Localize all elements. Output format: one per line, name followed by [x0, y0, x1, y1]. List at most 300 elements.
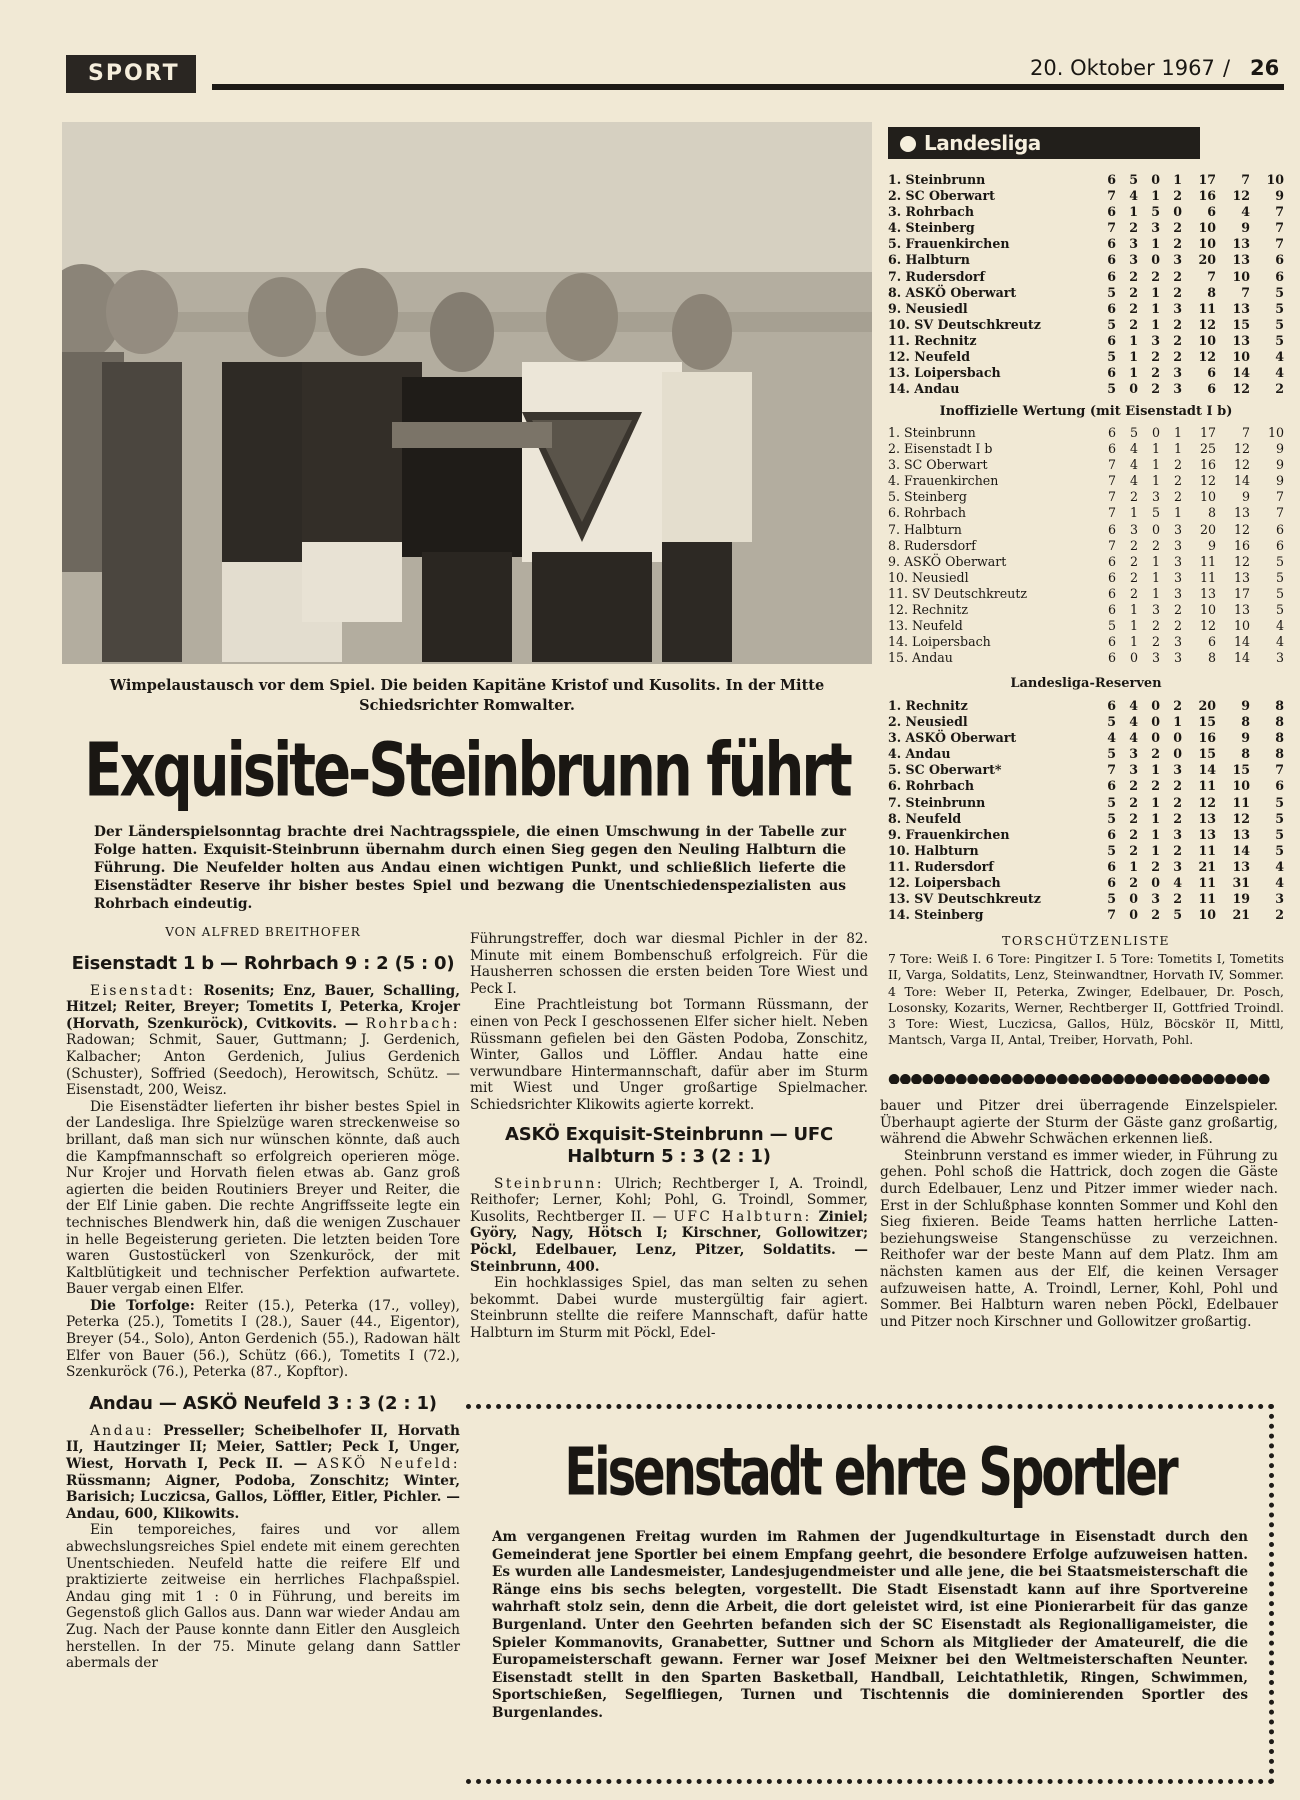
stat-value: 8 [1275, 714, 1284, 730]
standings-row [888, 317, 1284, 333]
stat-value: 6 [1207, 381, 1216, 397]
stat-value: 21 [1198, 858, 1216, 874]
report-paragraph: bauer und Pitzer drei überragende Einzelspieler. Überhaupt agierte der Sturm der Gäste ganz großartig, während die Abwehr Schwächen erkennen ließ. [880, 1098, 1278, 1148]
standings-row [888, 875, 1284, 891]
stat-value: 2 [1173, 891, 1182, 907]
stat-value: 3 [1173, 634, 1182, 650]
stat-value: 6 [1275, 252, 1284, 268]
team-name: 14. Loipersbach [888, 634, 991, 650]
stat-value: 2 [1173, 268, 1182, 284]
team-name: 3. SC Oberwart [888, 457, 988, 473]
stat-value: 4 [1129, 441, 1138, 457]
article-column-2 [470, 931, 868, 1341]
stat-value: 2 [1129, 489, 1138, 505]
standings-row [888, 441, 1284, 457]
standings-row [888, 505, 1284, 521]
stat-value: 2 [1151, 858, 1160, 874]
stat-value: 5 [1275, 316, 1284, 332]
team-name: 8. ASKÖ Oberwart [888, 284, 1017, 300]
stat-value: 3 [1151, 650, 1160, 666]
team-name: 12. Loipersbach [888, 875, 1001, 891]
page-number: 26 [1250, 56, 1280, 80]
stat-value: 9 [1275, 473, 1284, 489]
stat-value: 15 [1232, 762, 1250, 778]
stat-value: 4 [1275, 349, 1284, 365]
team-name: 7. Rudersdorf [888, 268, 985, 284]
standings-row [888, 618, 1284, 634]
stat-value: 15 [1232, 316, 1250, 332]
inoffiziell-title: Inoffizielle Wertung (mit Eisenstadt I b) [939, 404, 1233, 419]
lineup-text: Ziniel; Györy, Nagy, Hötsch I; Kirschner, Gollowitzer; Pöckl, Edelbauer, Lenz, Pitzer, Soldatits. — Steinbrunn, 400. [470, 1208, 868, 1275]
standings-row [888, 554, 1284, 570]
stat-value: 2 [1151, 537, 1160, 553]
stat-value: 1 [1129, 204, 1138, 220]
article-column-3 [880, 1098, 1278, 1330]
team-label: ASKÖ Neufeld: [317, 1456, 460, 1473]
stat-value: 0 [1129, 907, 1138, 923]
stat-value: 0 [1151, 425, 1160, 440]
stat-value: 2 [1151, 618, 1160, 634]
stat-value: 7 [1107, 489, 1116, 505]
stat-value: 2 [1129, 284, 1138, 300]
stat-value: 1 [1129, 505, 1138, 521]
stat-value: 4 [1173, 875, 1182, 891]
article-headline: Exquisite-Steinbrunn führt [84, 728, 850, 814]
stat-value: 2 [1151, 746, 1160, 762]
stat-value: 9 [1241, 489, 1250, 505]
standings-row [888, 859, 1284, 875]
standings-row [888, 602, 1284, 618]
team-name: 5. SC Oberwart* [888, 762, 1002, 778]
stat-value: 4 [1241, 204, 1250, 220]
stat-value: 11 [1199, 569, 1216, 585]
stat-value: 5 [1107, 891, 1116, 907]
stat-value: 1 [1151, 569, 1160, 585]
stat-value: 12 [1233, 521, 1250, 537]
stat-value: 7 [1107, 188, 1116, 204]
stat-value: 3 [1173, 585, 1182, 601]
stat-value: 7 [1275, 505, 1284, 521]
stat-value: 3 [1275, 891, 1284, 907]
standings-row [888, 714, 1284, 730]
stat-value: 5 [1107, 381, 1116, 397]
stat-value: 12 [1232, 188, 1250, 204]
standings-row [888, 188, 1284, 204]
stat-value: 7 [1275, 762, 1284, 778]
stat-value: 6 [1107, 698, 1116, 713]
stat-value: 5 [1129, 425, 1138, 440]
stat-value: 14 [1232, 842, 1250, 858]
stat-value: 3 [1275, 650, 1284, 666]
stat-value: 4 [1275, 634, 1284, 650]
stat-value: 1 [1151, 188, 1160, 204]
standings-row [888, 538, 1284, 554]
team-name: 2. SC Oberwart [888, 188, 995, 204]
report-paragraph: Die Eisenstädter lieferten ihr bisher bestes Spiel in der Landesliga. Ihre Spielzüge waren streckenweise so brillant, daß man sich nur wünschen könnte, daß auch die Kampfmannschaft so erfolgreich operieren möge. Nur Krojer und Horvath fielen etwas ab. Ganz groß agierten die beiden Routiniers Breyer und Reiter, die der Elf Linie gaben. Die rechte Angriffsseite legte ein technisches Blendwerk hin, daß die wenigen Zuschauer in helle Begeisterung gerieten. Die letzten beiden Tore waren Gustostückerl von Szenkuröck, der mit Kaltblütigkeit und technischer Perfektion aufwartete. Bauer vergab einen Elfer. [66, 1098, 460, 1298]
scorers-block [888, 933, 1284, 1048]
stat-value: 2 [1173, 489, 1182, 505]
stat-value: 2 [1275, 381, 1284, 397]
stat-value: 0 [1151, 730, 1160, 746]
stat-value: 2 [1173, 842, 1182, 858]
stat-value: 6 [1107, 778, 1116, 794]
stat-value: 10 [1266, 172, 1284, 187]
stat-value: 13 [1232, 236, 1250, 252]
stat-value: 17 [1233, 585, 1250, 601]
header-rule [212, 84, 1284, 90]
stat-value: 2 [1173, 332, 1182, 348]
stat-value: 7 [1241, 284, 1250, 300]
stat-value: 16 [1198, 730, 1216, 746]
stat-value: 2 [1173, 698, 1182, 713]
stat-value: 4 [1129, 730, 1138, 746]
stat-value: 20 [1198, 698, 1216, 713]
team-label: Rohrbach: [365, 1015, 460, 1032]
stat-value: 12 [1198, 794, 1216, 810]
stat-value: 6 [1107, 875, 1116, 891]
stat-value: 12 [1199, 473, 1216, 489]
standings-row [888, 570, 1284, 586]
stat-value: 1 [1151, 794, 1160, 810]
stat-value: 5 [1275, 810, 1284, 826]
stat-value: 1 [1151, 236, 1160, 252]
stat-value: 3 [1129, 236, 1138, 252]
team-name: 8. Rudersdorf [888, 537, 976, 553]
standings-row [888, 762, 1284, 778]
byline: VON ALFRED BREITHOFER [165, 925, 361, 939]
stat-value: 2 [1151, 349, 1160, 365]
stat-value: 6 [1207, 634, 1216, 650]
stat-value: 7 [1107, 505, 1116, 521]
stat-value: 9 [1275, 441, 1284, 457]
stat-value: 19 [1232, 891, 1250, 907]
stat-value: 2 [1173, 349, 1182, 365]
stat-value: 3 [1129, 762, 1138, 778]
game-headline: Eisenstadt 1 b — Rohrbach 9 : 2 (5 : 0) [71, 952, 455, 974]
stat-value: 8 [1207, 650, 1216, 666]
stat-value: 5 [1107, 810, 1116, 826]
stat-value: 2 [1173, 778, 1182, 794]
standings-row [888, 349, 1284, 365]
stat-value: 3 [1151, 332, 1160, 348]
team-name: 13. SV Deutschkreutz [888, 891, 1041, 907]
team-name: 6. Rohrbach [888, 505, 966, 521]
stat-value: 5 [1151, 204, 1160, 220]
stat-value: 2 [1173, 602, 1182, 618]
team-name: 11. Rudersdorf [888, 858, 994, 874]
stat-value: 3 [1151, 489, 1160, 505]
stat-value: 6 [1107, 268, 1116, 284]
stat-value: 16 [1233, 537, 1250, 553]
standings-row [888, 425, 1284, 441]
stat-value: 13 [1232, 252, 1250, 268]
stat-value: 7 [1241, 425, 1250, 440]
stat-value: 0 [1151, 521, 1160, 537]
stat-value: 4 [1275, 618, 1284, 634]
stat-value: 0 [1173, 730, 1182, 746]
stat-value: 5 [1275, 826, 1284, 842]
stat-value: 10 [1232, 778, 1250, 794]
team-name: 3. ASKÖ Oberwart [888, 730, 1017, 746]
stat-value: 2 [1129, 300, 1138, 316]
stat-value: 6 [1275, 778, 1284, 794]
stat-value: 2 [1129, 778, 1138, 794]
landesliga-title: Landesliga [924, 131, 1041, 155]
stat-value: 2 [1173, 810, 1182, 826]
report-paragraph: Steinbrunn verstand es immer wieder, in Führung zu gehen. Pohl schoß die Hattrick, doch zogen die Gäste durch Edelbauer, Lenz und Pitzer immer wieder nach. Erst in der Schlußphase konnten Sommer und Kohl den Sieg fixieren. Beide Teams hatten herrliche Latten- beziehungsweise Stangenschüsse zu verzeichnen. Reithofer war der beste Mann auf dem Platz. Ihm am nächsten kamen aus der Elf, die keinen Versager aufzuweisen hatte, A. Troindl, Lerner, Kohl, Pohl und Sommer. Bei Halbturn waren neben Pöckl, Edelbauer und Pitzer noch Kirschner und Gollowitzer großartig. [880, 1147, 1278, 1330]
stat-value: 0 [1173, 746, 1182, 762]
stat-value: 7 [1275, 236, 1284, 252]
stat-value: 5 [1275, 332, 1284, 348]
stat-value: 4 [1129, 714, 1138, 730]
stat-value: 1 [1151, 316, 1160, 332]
lineup-text: Rüssmann; Aigner, Podoba, Zonschitz; Winter, Barisich; Luczicsa, Gallos, Löffler, Eitler, Pichler. — Andau, 600, Klikowits. [66, 1472, 460, 1522]
stat-value: 3 [1129, 521, 1138, 537]
report-paragraph: Eine Prachtleistung bot Tormann Rüssmann, der einen von Peck I geschossenen Elfer sicher hielt. Neben Rüssmann gefielen bei den Gästen Podoba, Zonschitz, Winter, Gallos und Löffler. Andau hatte eine verwundbare Hintermannschaft, dafür aber im Sturm mit Wiest und Unger großartige Spielmacher. Schiedsrichter Klikowits agierte korrekt. [470, 997, 868, 1113]
stat-value: 0 [1129, 891, 1138, 907]
inoffiziell-table [888, 425, 1284, 666]
stat-value: 2 [1173, 473, 1182, 489]
stat-value: 4 [1275, 365, 1284, 381]
stat-value: 0 [1173, 204, 1182, 220]
team-name: 10. Halbturn [888, 842, 979, 858]
stat-value: 12 [1232, 381, 1250, 397]
stat-value: 6 [1107, 236, 1116, 252]
stat-value: 2 [1129, 553, 1138, 569]
team-name: 9. ASKÖ Oberwart [888, 553, 1007, 569]
stat-value: 3 [1151, 602, 1160, 618]
stat-value: 0 [1151, 698, 1160, 713]
scorers-text: 7 Tore: Weiß I. 6 Tore: Pingitzer I. 5 Tore: Tometits I, Tometits II, Varga, Soldatits, Lenz, Steinwandtner, Horvath IV, Sommer. 4 Tore: Weber II, Peterka, Zwinger, Edelbauer, Dr. Posch, Losonsky, Kozarits, Werner, Rechtberger II, Gottfried Troindl. 3 Tore: Wiest, Luczicsa, Gallos, Hülz, Böcskör II, Mittl, Mantsch, Varga II, Antal, Treiber, Horvath, Pohl. [888, 951, 1284, 1048]
stat-value: 9 [1275, 188, 1284, 204]
stat-value: 10 [1198, 907, 1216, 923]
standings-row [888, 473, 1284, 489]
stat-value: 7 [1107, 473, 1116, 489]
stat-value: 6 [1107, 252, 1116, 268]
goals-paragraph [66, 1298, 460, 1381]
stat-value: 3 [1173, 762, 1182, 778]
standings-row [888, 489, 1284, 505]
stat-value: 5 [1107, 349, 1116, 365]
stat-value: 0 [1151, 172, 1160, 187]
stat-value: 6 [1107, 602, 1116, 618]
stat-value: 14 [1232, 365, 1250, 381]
stat-value: 1 [1173, 505, 1182, 521]
stat-value: 6 [1275, 268, 1284, 284]
stat-value: 1 [1173, 441, 1182, 457]
article-lead: Der Länderspielsonntag brachte drei Nachtragsspiele, die einen Umschwung in der Tabelle zur Folge hatten. Exquisit-Steinbrunn übernahm durch einen Sieg gegen den Neuling Halbturn die Führung. Die Neufelder holten aus Andau einen wichtigen Punkt, und schließlich lieferte die Eisenstädter Reserve ihr bisher bestes Spiel und bezwang die Unentschiedenspezialisten aus Rohrbach eindeutig. [94, 824, 846, 912]
stat-value: 1 [1129, 858, 1138, 874]
standings-row [888, 457, 1284, 473]
stat-value: 2 [1173, 220, 1182, 236]
stat-value: 6 [1107, 569, 1116, 585]
stat-value: 4 [1275, 875, 1284, 891]
team-label: Eisenstadt: [90, 982, 196, 999]
stat-value: 13 [1232, 858, 1250, 874]
stat-value: 0 [1151, 252, 1160, 268]
stat-value: 1 [1151, 762, 1160, 778]
team-label: Steinbrunn: [494, 1175, 605, 1192]
team-name: 13. Loipersbach [888, 365, 1001, 381]
stat-value: 4 [1275, 858, 1284, 874]
stat-value: 31 [1232, 875, 1250, 891]
stat-value: 5 [1275, 284, 1284, 300]
stat-value: 6 [1107, 585, 1116, 601]
stat-value: 1 [1151, 585, 1160, 601]
stat-value: 3 [1151, 891, 1160, 907]
standings-row [888, 730, 1284, 746]
stat-value: 1 [1129, 602, 1138, 618]
stat-value: 10 [1198, 220, 1216, 236]
team-name: 5. Steinberg [888, 489, 967, 505]
stat-value: 5 [1275, 300, 1284, 316]
goals-text: Reiter (15.), Peterka (17., volley), Peterka (25.), Tometits I (28.), Sauer (44., Eigentor), Breyer (54., Solo), Anton Gerdenich (55.), Radowan hält Elfer von Bauer (56.), Schütz (66.), Tometits I (72.), Szenkuröck (76.), Peterka (87., Kopftor). [66, 1297, 460, 1381]
team-name: 7. Steinbrunn [888, 794, 986, 810]
stat-value: 5 [1275, 553, 1284, 569]
team-name: 4. Andau [888, 746, 951, 762]
stat-value: 8 [1241, 714, 1250, 730]
standings-row [888, 586, 1284, 602]
stat-value: 13 [1233, 602, 1250, 618]
stat-value: 7 [1107, 537, 1116, 553]
team-name: 4. Steinberg [888, 220, 975, 236]
team-name: 9. Frauenkirchen [888, 826, 1010, 842]
stat-value: 6 [1107, 300, 1116, 316]
stat-value: 8 [1241, 746, 1250, 762]
stat-value: 13 [1199, 585, 1216, 601]
stat-value: 4 [1129, 473, 1138, 489]
stat-value: 5 [1275, 585, 1284, 601]
stat-value: 5 [1275, 794, 1284, 810]
issue-date: 20. Oktober 1967 [1030, 56, 1215, 80]
stat-value: 5 [1107, 842, 1116, 858]
stat-value: 12 [1233, 457, 1250, 473]
stat-value: 6 [1107, 204, 1116, 220]
team-name: 1. Steinbrunn [888, 425, 976, 440]
standings-row [888, 698, 1284, 714]
stat-value: 10 [1267, 425, 1284, 440]
stat-value: 8 [1275, 730, 1284, 746]
stat-value: 4 [1107, 730, 1116, 746]
stat-value: 6 [1107, 441, 1116, 457]
stat-value: 3 [1173, 569, 1182, 585]
stat-value: 5 [1151, 505, 1160, 521]
stat-value: 13 [1232, 826, 1250, 842]
report-paragraph: Ein temporeiches, faires und vor allem abwechslungsreiches Spiel endete mit einem gerechten Unentschieden. Neufeld hatte die reifere Elf und praktizierte zeitweise ein herrliches Flachpaßspiel. Andau ging mit 1 : 0 in Führung, und bereits im Gegenstoß glich Gallos aus. Dann war wieder Andau am Zug. Nach der Pause konnte dann Eitler den Ausgleich herstellen. In der 75. Minute gelang dann Sattler abermals der [66, 1522, 460, 1672]
stat-value: 6 [1207, 204, 1216, 220]
stat-value: 1 [1151, 826, 1160, 842]
stat-value: 17 [1199, 425, 1216, 440]
lineup-paragraph [66, 983, 460, 1099]
standings-row [888, 269, 1284, 285]
reserven-table [888, 698, 1284, 923]
standings-row [888, 522, 1284, 538]
standings-row [888, 795, 1284, 811]
stat-value: 7 [1275, 204, 1284, 220]
stat-value: 7 [1107, 220, 1116, 236]
standings-row [888, 301, 1284, 317]
stat-value: 10 [1233, 618, 1250, 634]
stat-value: 14 [1198, 762, 1216, 778]
stat-value: 3 [1173, 365, 1182, 381]
stat-value: 2 [1151, 778, 1160, 794]
stat-value: 6 [1207, 365, 1216, 381]
stat-value: 12 [1232, 810, 1250, 826]
stat-value: 12 [1198, 349, 1216, 365]
divider-dots: ●●●●●●●●●●●●●●●●●●●●●●●●●●●●●●●●●● [888, 1071, 1270, 1084]
stat-value: 20 [1199, 521, 1216, 537]
stat-value: 6 [1107, 521, 1116, 537]
stat-value: 16 [1199, 457, 1216, 473]
team-name: 11. SV Deutschkreutz [888, 585, 1028, 601]
stat-value: 11 [1199, 553, 1216, 569]
standings-row [888, 634, 1284, 650]
stat-value: 11 [1198, 842, 1216, 858]
stat-value: 2 [1129, 875, 1138, 891]
team-name: 2. Neusiedl [888, 714, 968, 730]
standings-row [888, 843, 1284, 859]
team-name: 2. Eisenstadt I b [888, 441, 993, 457]
stat-value: 3 [1173, 826, 1182, 842]
standings-row [888, 650, 1284, 666]
stat-value: 9 [1241, 220, 1250, 236]
stat-value: 2 [1173, 188, 1182, 204]
stat-value: 10 [1199, 602, 1216, 618]
team-name: 15. Andau [888, 650, 953, 666]
stat-value: 11 [1198, 875, 1216, 891]
stat-value: 7 [1241, 172, 1250, 187]
stat-value: 3 [1173, 381, 1182, 397]
lineup-text: Rosenits; Enz, Bauer, Schalling, Hitzel; Reiter, Breyer; Tometits I, Peterka, Krojer (Horvath, Szenkuröck), Cvitkovits. — [66, 982, 460, 1032]
stat-value: 10 [1198, 332, 1216, 348]
stat-value: 13 [1232, 300, 1250, 316]
stat-value: 5 [1173, 907, 1182, 923]
photo-caption: Wimpelaustausch vor dem Spiel. Die beiden Kapitäne Kristof und Kusolits. In der Mitte Schiedsrichter Romwalter. [109, 677, 825, 714]
stat-value: 2 [1129, 794, 1138, 810]
stat-value: 1 [1151, 300, 1160, 316]
stat-value: 5 [1107, 746, 1116, 762]
stat-value: 3 [1173, 300, 1182, 316]
team-name: 1. Steinbrunn [888, 172, 986, 187]
stat-value: 7 [1107, 762, 1116, 778]
team-name: 13. Neufeld [888, 618, 963, 634]
stat-value: 7 [1275, 220, 1284, 236]
standings-row [888, 746, 1284, 762]
lineup-text: Presseller; Scheibelhofer II, Horvath II, Hautzinger II; Meier, Sattler; Peck I, Unger, Wiest, Horvath I, Peck II. — [66, 1422, 460, 1473]
stat-value: 1 [1151, 553, 1160, 569]
stat-value: 12 [1198, 316, 1216, 332]
stat-value: 6 [1275, 537, 1284, 553]
team-name: 12. Rechnitz [888, 602, 968, 618]
standings-row [888, 365, 1284, 381]
stat-value: 6 [1107, 172, 1116, 187]
stat-value: 17 [1198, 172, 1216, 187]
game-headline: Andau — ASKÖ Neufeld 3 : 3 (2 : 1) [89, 1392, 437, 1414]
photo-captains-exchange [62, 122, 872, 664]
stat-value: 3 [1129, 746, 1138, 762]
stat-value: 12 [1199, 618, 1216, 634]
stat-value: 2 [1151, 268, 1160, 284]
stat-value: 0 [1129, 650, 1138, 666]
stat-value: 11 [1198, 891, 1216, 907]
stat-value: 6 [1107, 650, 1116, 666]
stat-value: 8 [1207, 505, 1216, 521]
stat-value: 13 [1232, 332, 1250, 348]
stat-value: 21 [1232, 907, 1250, 923]
stat-value: 3 [1129, 252, 1138, 268]
stat-value: 10 [1232, 268, 1250, 284]
stat-value: 2 [1173, 794, 1182, 810]
